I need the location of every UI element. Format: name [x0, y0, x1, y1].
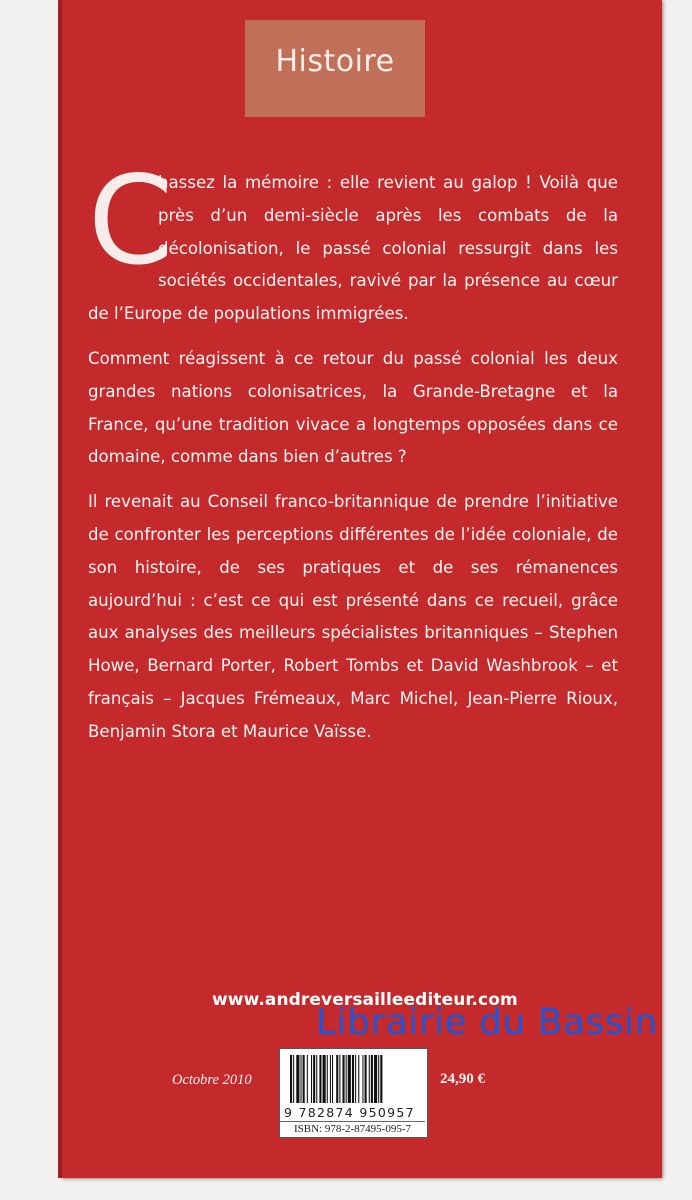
publication-date: Octobre 2010 — [172, 1072, 252, 1088]
drop-cap: C — [88, 150, 174, 292]
blurb-paragraph-1 — [88, 150, 618, 331]
blurb-paragraph-2: Comment réagissent à ce retour du passé colonial les deux grandes nations colonisatrices, la Grande-Bretagne et la France, qu’une tradition vivace a longtemps opposées dans ce domaine, comme dans bien d’autres ? — [88, 348, 618, 467]
seller-watermark: Librairie du Bassin — [316, 1002, 658, 1043]
barcode-label — [279, 1048, 428, 1138]
blurb-text — [88, 150, 618, 761]
barcode-graphic — [288, 1055, 418, 1105]
blurb-paragraph-3: Il revenait au Conseil franco-britannique de prendre l’initiative de confronter les perceptions différentes de l’idée coloniale, de son histoire, de ses pratiques et de ses rémanences aujourd’hui : c’est ce qui est présenté dans ce recueil, grâce aux analyses des meilleurs spécialistes britanniques – Stephen Howe, Bernard Porter, Robert Tombs et David Washbrook – et français – Jacques Frémeaux, Marc Michel, Jean-Pierre Rioux, Benjamin Stora et Maurice Vaïsse. — [88, 492, 618, 741]
publisher-website: www.andreversailleediteur.com — [212, 990, 518, 1010]
genre-tab — [245, 20, 425, 117]
barcode-number: 9 782874 950957 — [284, 1105, 415, 1120]
genre-label: Histoire — [275, 44, 395, 79]
paragraph-1-text: hassez la mémoire : elle revient au galop ! Voilà que près d’un demi-siècle après les combats de la décolonisation, le passé colonial ressurgit dans les sociétés occidentales, ravivé par la présence au cœur de l’Europe de populations immigrées. — [88, 173, 618, 324]
price: 24,90 € — [440, 1071, 485, 1087]
isbn-number: ISBN: 978-2-87495-095-7 — [280, 1121, 425, 1137]
